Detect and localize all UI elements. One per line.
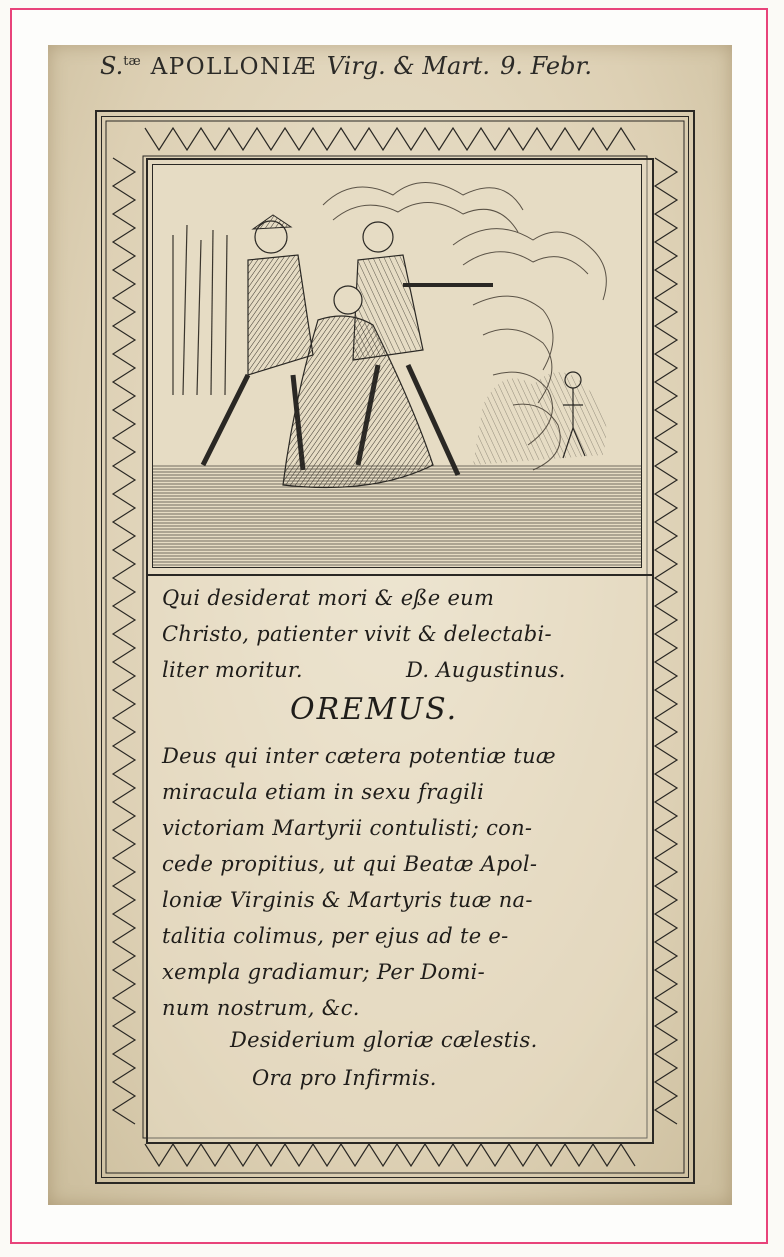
- saint-title: Virg. & Mart.: [326, 52, 491, 80]
- martyrdom-engraving: [152, 164, 642, 568]
- ground: [153, 465, 642, 568]
- background-spears: [173, 225, 227, 395]
- prayer-line: cede propitius, ut qui Beatæ Apol-: [162, 852, 538, 876]
- feast-date: 9. Febr.: [500, 52, 592, 80]
- prayer-line: victoriam Martyrii contulisti; con-: [162, 816, 533, 840]
- prayer-line: miracula etiam in sexu fragili: [162, 780, 485, 804]
- prayer-line: talitia colimus, per ejus ad te e-: [162, 924, 509, 948]
- quote-line: Christo, patienter vivit & delectabi-: [162, 622, 552, 646]
- caption-header: [100, 52, 720, 102]
- prayer-heading: OREMUS.: [290, 692, 459, 727]
- engraving-scene: [153, 165, 642, 568]
- prayer-line: xempla gradiamur; Per Domi-: [162, 960, 486, 984]
- pyre-flames: [473, 372, 606, 465]
- closing-petition: Ora pro Infirmis.: [252, 1066, 437, 1090]
- saint-prefix: S.$^{tæ}$: [100, 52, 141, 80]
- prayer-line: Deus qui inter cætera potentiæ tuæ: [162, 744, 556, 768]
- saint-name: APOLLONIÆ: [150, 54, 317, 80]
- prayer-line: num nostrum, &c.: [162, 996, 360, 1020]
- quote-line: Qui desiderat mori & eße eum: [162, 586, 495, 610]
- quote-attribution: D. Augustinus.: [406, 658, 566, 682]
- quote-line: liter moritur.: [162, 658, 303, 682]
- text-panel: [162, 582, 644, 1122]
- closing-invocation: Desiderium gloriæ cælestis.: [230, 1028, 538, 1052]
- engraving-text-divider: [146, 574, 654, 576]
- prayer-line: loniæ Virginis & Martyris tuæ na-: [162, 888, 533, 912]
